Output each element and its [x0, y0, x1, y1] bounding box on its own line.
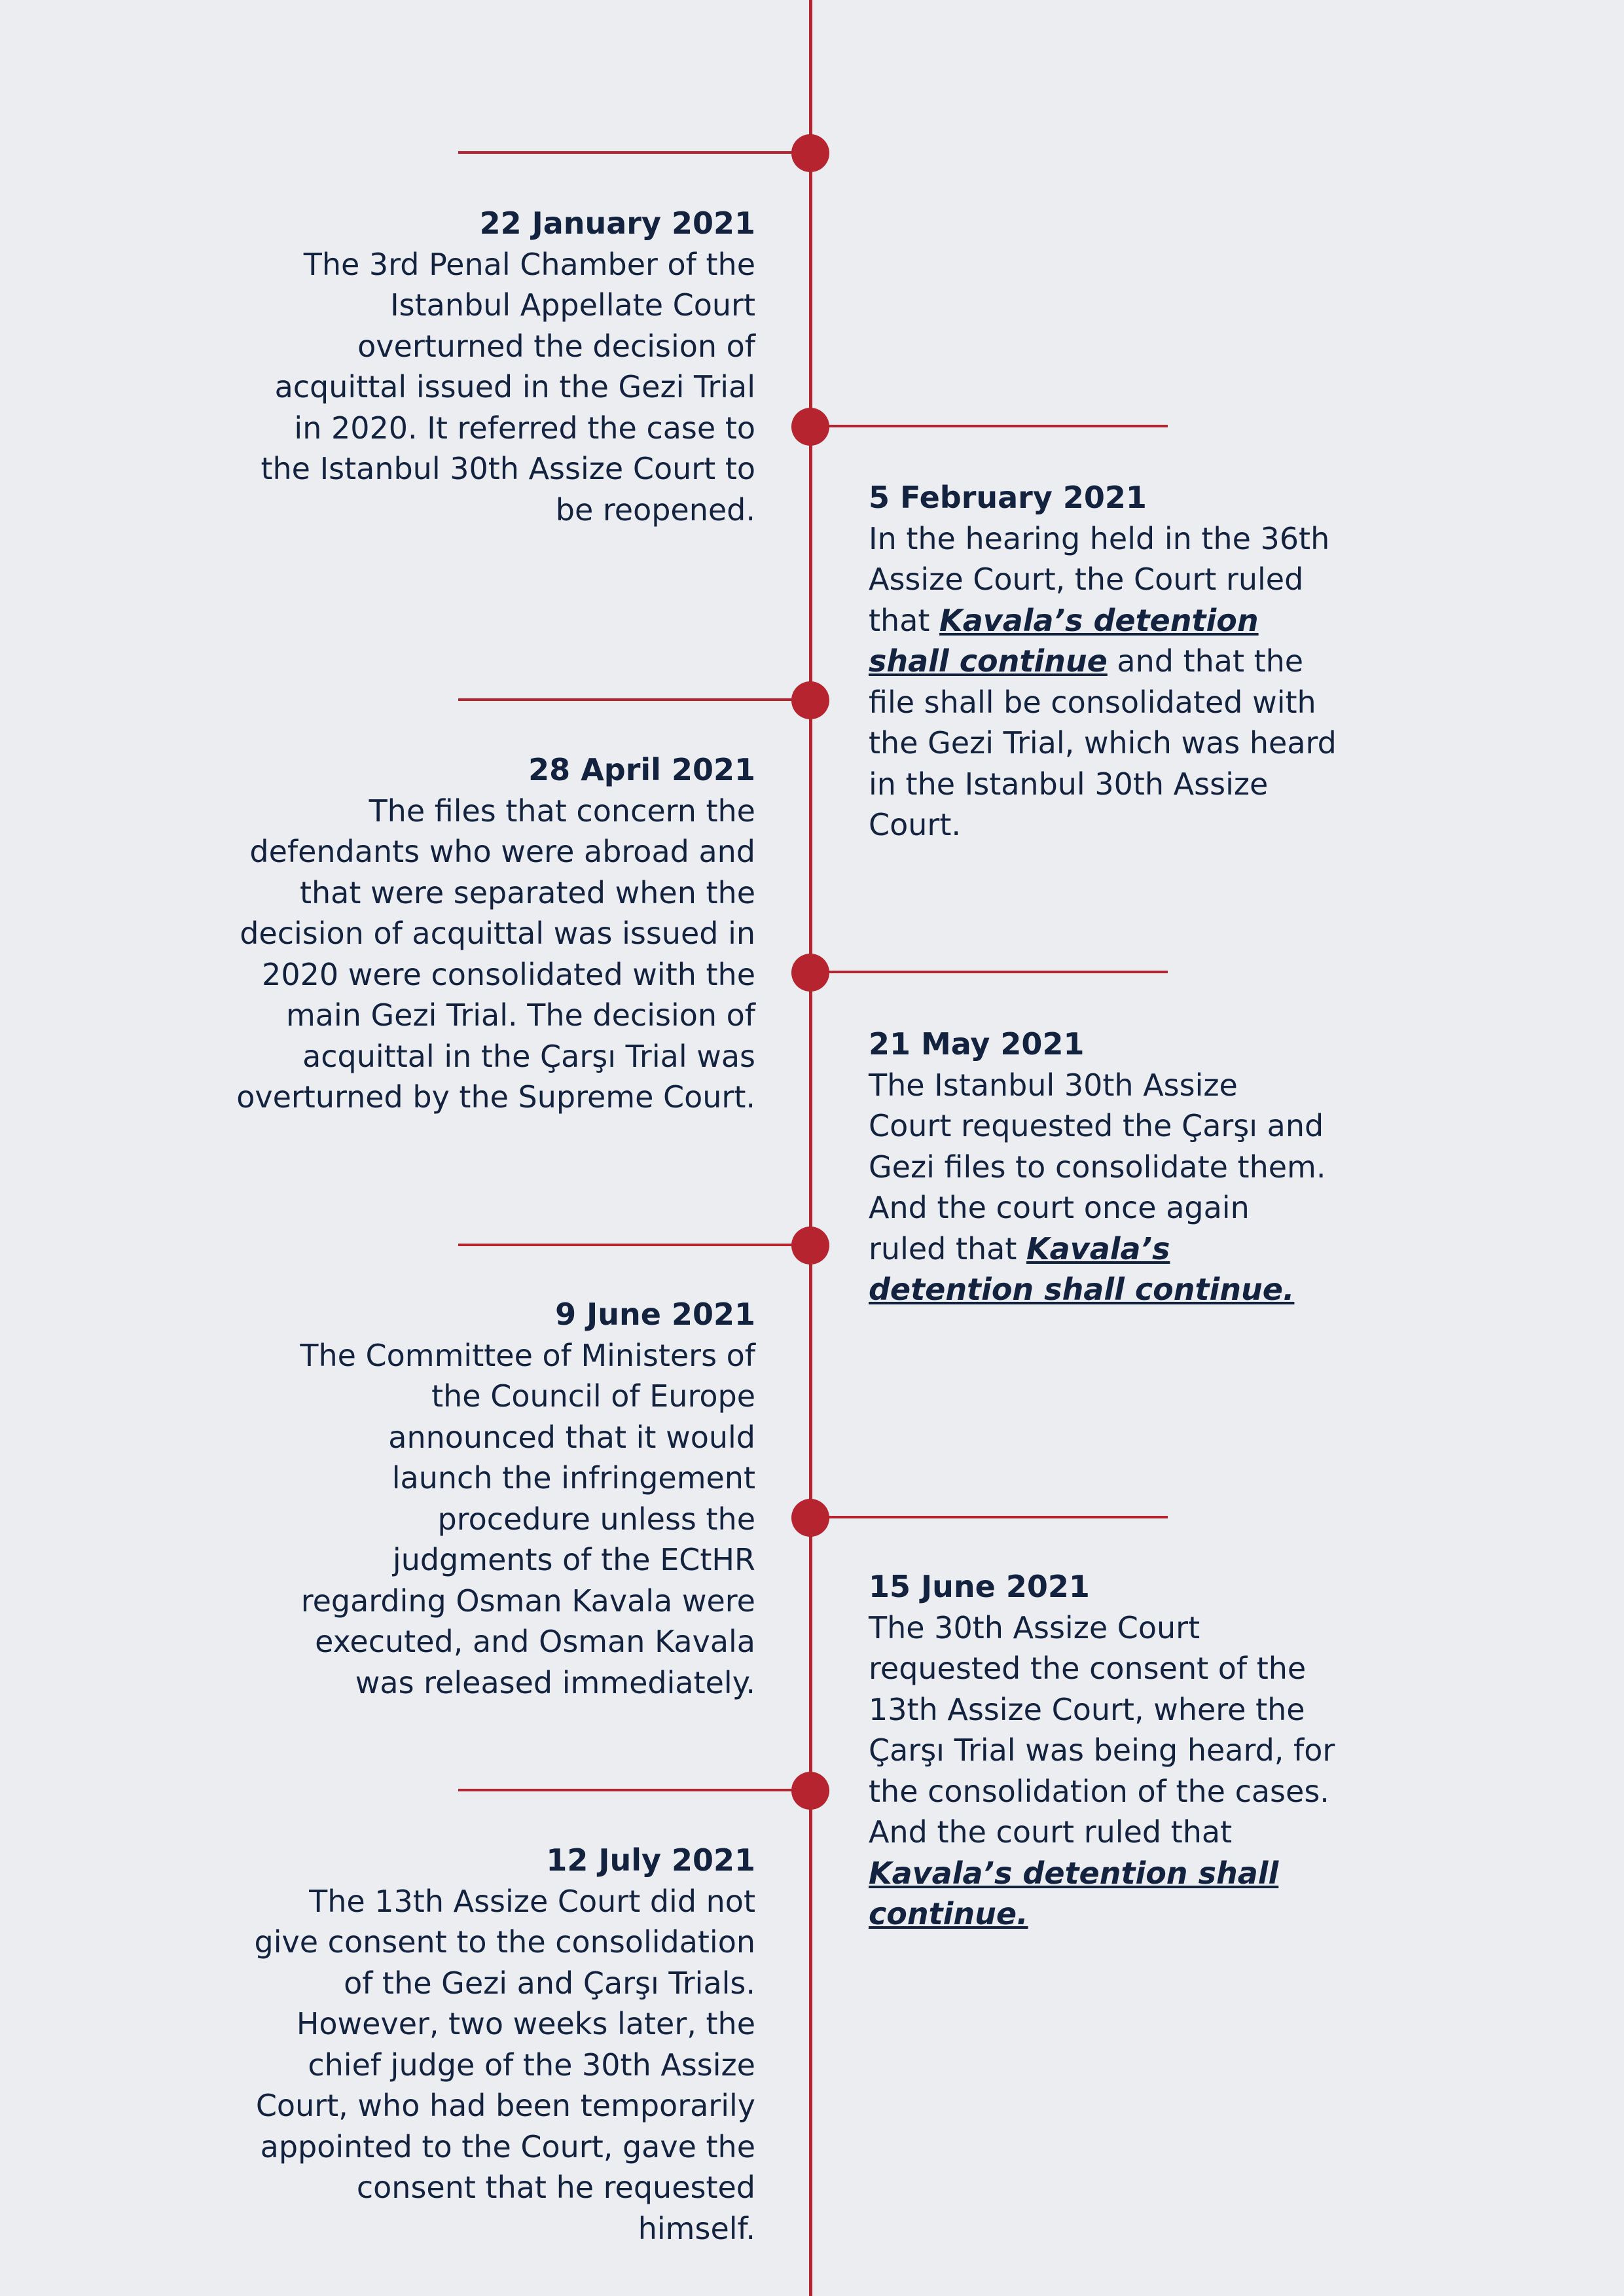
timeline-marker — [791, 681, 829, 719]
entry-text: The 30th Assize Court requested the consent of the 13th Assize Court, where the Çarşı Trial was being heard, for the consolidation of the cases. And the court ruled that — [869, 1609, 1335, 1850]
entry-date: 9 June 2021 — [555, 1297, 755, 1332]
connector-line — [810, 1516, 1168, 1518]
connector-line — [458, 1244, 812, 1246]
entry-date: 28 April 2021 — [528, 752, 755, 787]
timeline-marker — [791, 408, 829, 446]
timeline-entry — [869, 1566, 1340, 1935]
timeline-entry — [249, 1840, 755, 2249]
entry-text-continued: and that the file shall be consolidated with the Gezi Trial, which was heard in the Istanbul 30th Assize Court. — [869, 643, 1337, 842]
connector-line — [810, 971, 1168, 973]
timeline-entry — [236, 749, 755, 1118]
timeline-marker — [791, 1227, 829, 1265]
timeline-entry — [249, 203, 755, 530]
entry-text: The files that concern the defendants who were abroad and that were separated when the decision of acquittal was issued in 2020 were consolidated with the main Gezi Trial. The decision of acquittal in the Çarşı Trial was overturned by the Supreme Court. — [236, 793, 755, 1115]
entry-text: The 13th Assize Court did not give consent to the consolidation of the Gezi and Çarşı Trials. However, two weeks later, the chief judge of the 30th Assize Court, who had been temporarily appointed to the Court, gave the consent that he requested himself. — [254, 1883, 755, 2246]
entry-date: 21 May 2021 — [869, 1026, 1085, 1062]
entry-date: 5 February 2021 — [869, 480, 1147, 515]
entry-date: 22 January 2021 — [479, 206, 755, 241]
timeline-entry — [869, 1024, 1327, 1310]
timeline-entry — [281, 1294, 755, 1703]
entry-text: The Committee of Ministers of the Council of Europe announced that it would launch the infringement procedure unless the judgments of the ECtHR regarding Osman Kavala were executed, and Osman Kavala was released immediately. — [300, 1337, 755, 1700]
entry-text: The Istanbul 30th Assize Court requested the Çarşı and Gezi files to consolidate them. And the court once again ruled that — [869, 1067, 1326, 1266]
detention-emphasis: Kavala’s detention shall continue — [869, 602, 1259, 679]
timeline-spine — [809, 0, 812, 2296]
connector-line — [458, 1789, 812, 1791]
entry-date: 15 June 2021 — [869, 1569, 1090, 1604]
timeline-marker — [791, 1499, 829, 1537]
timeline-marker — [791, 134, 829, 172]
entry-text: The 3rd Penal Chamber of the Istanbul Appellate Court overturned the decision of acquittal issued in the Gezi Trial in 2020. It referred the case to the Istanbul 30th Assize Court to be reopened. — [261, 246, 755, 528]
connector-line — [458, 698, 812, 701]
connector-line — [458, 151, 812, 154]
timeline-marker — [791, 1772, 829, 1810]
connector-line — [810, 425, 1168, 427]
entry-date: 12 July 2021 — [546, 1842, 755, 1878]
detention-emphasis: Kavala’s detention shall continue. — [869, 1855, 1279, 1931]
entry-text: In the hearing held in the 36th Assize Court, the Court ruled that — [869, 520, 1330, 638]
timeline-entry — [869, 477, 1340, 846]
timeline-marker — [791, 954, 829, 992]
detention-emphasis: Kavala’s detention shall continue. — [869, 1230, 1295, 1307]
